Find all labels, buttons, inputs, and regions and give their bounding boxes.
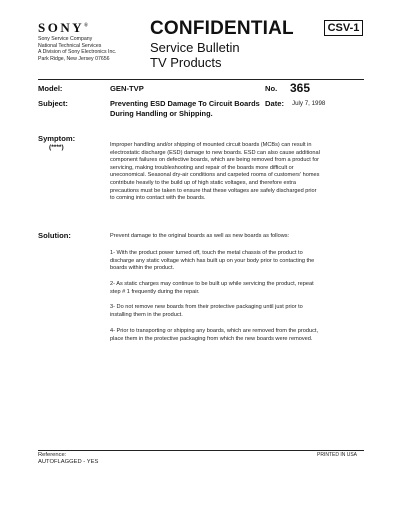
footer-divider — [38, 450, 364, 451]
autoflagged-text: AUTOFLAGGED - YES — [38, 459, 99, 466]
solution-label: Solution: — [38, 231, 71, 240]
solution-step — [110, 328, 364, 343]
model-label: Model: — [38, 84, 63, 93]
subject-value — [110, 99, 270, 118]
solution-step — [110, 304, 364, 319]
step-line: 4- Prior to transporting or shipping any boards, which are removed from the product, — [110, 328, 319, 334]
company-address — [38, 36, 116, 62]
solution-step — [110, 250, 364, 273]
symptom-line: to coming into contact with the boards. — [110, 195, 206, 202]
bulletin-heading — [150, 40, 240, 70]
solution-step — [110, 281, 364, 296]
sony-logo — [38, 20, 88, 36]
symptom-line: contribute heavily to the build up of high static voltages, and therefore extra — [110, 179, 296, 186]
confidential-title: CONFIDENTIAL — [150, 18, 294, 39]
symptom-line: servicing, making troubleshooting and repair of the boards more difficult or — [110, 164, 294, 171]
company-line: A Division of Sony Electronics Inc. — [38, 49, 117, 56]
date-value: July 7, 1998 — [292, 100, 326, 107]
symptom-label: Symptom: — [38, 134, 76, 143]
number-value: 365 — [290, 81, 311, 95]
symptom-line: uneconomical. Seasonal dry-air conditions and carpeted rooms of customers' homes — [110, 172, 320, 179]
step-line: installing them in the product. — [110, 311, 183, 318]
step-line: 1- With the product power turned off, touch the metal chassis of the product to — [110, 250, 303, 256]
model-value: GEN-TVP — [110, 84, 144, 93]
bulletin-product: TV Products — [150, 55, 222, 70]
symptom-line: electrostatic discharge (ESD) damage to new boards. ESD can also cause additional — [110, 149, 320, 156]
step-line: 3- Do not remove new boards from their protective packaging until just prior to — [110, 304, 303, 310]
subject-line: Preventing ESD Damage To Circuit Boards — [110, 99, 260, 108]
step-line: 2- As static charges may continue to be built up while servicing the product, repeat — [110, 281, 314, 287]
reference-label: Reference: — [38, 452, 67, 458]
solution-intro: Prevent damage to the original boards as well as new boards as follows: — [110, 233, 290, 239]
company-line: National Technical Services — [38, 42, 102, 49]
printed-in-usa: PRINTED IN USA — [317, 452, 358, 458]
step-line: step # 1 frequently during the repair. — [110, 288, 200, 295]
symptom-line: precautions must be taken to ensure that these voltages are safely discharged prior — [110, 187, 317, 194]
bulletin-code-box: CSV-1 — [324, 20, 363, 36]
subject-label: Subject: — [38, 99, 68, 108]
registered-mark: ® — [84, 23, 88, 29]
symptom-text — [110, 142, 364, 203]
symptom-rating: (****) — [49, 144, 64, 151]
brand-text: SONY — [38, 20, 85, 35]
step-line: discharge any static voltage which has built up on your body prior to contacting the — [110, 257, 315, 264]
reference-block — [38, 452, 98, 467]
step-line: boards within the product. — [110, 265, 175, 272]
company-line: Sony Service Company — [38, 36, 93, 42]
number-label: No. — [265, 84, 278, 93]
subject-line: During Handling or Shipping. — [110, 108, 213, 118]
symptom-line: component failures on defective boards, which are being removed from a product for — [110, 157, 319, 164]
company-line: Park Ridge, New Jersey 07656 — [38, 55, 110, 62]
date-label: Date: — [265, 99, 284, 108]
header-divider — [38, 79, 364, 80]
symptom-line: Improper handling and/or shipping of mounted circuit boards (MCBs) can result in — [110, 142, 312, 148]
bulletin-type: Service Bulletin — [150, 40, 240, 55]
step-line: place them in the protective packaging from which the new boards were removed. — [110, 335, 313, 342]
